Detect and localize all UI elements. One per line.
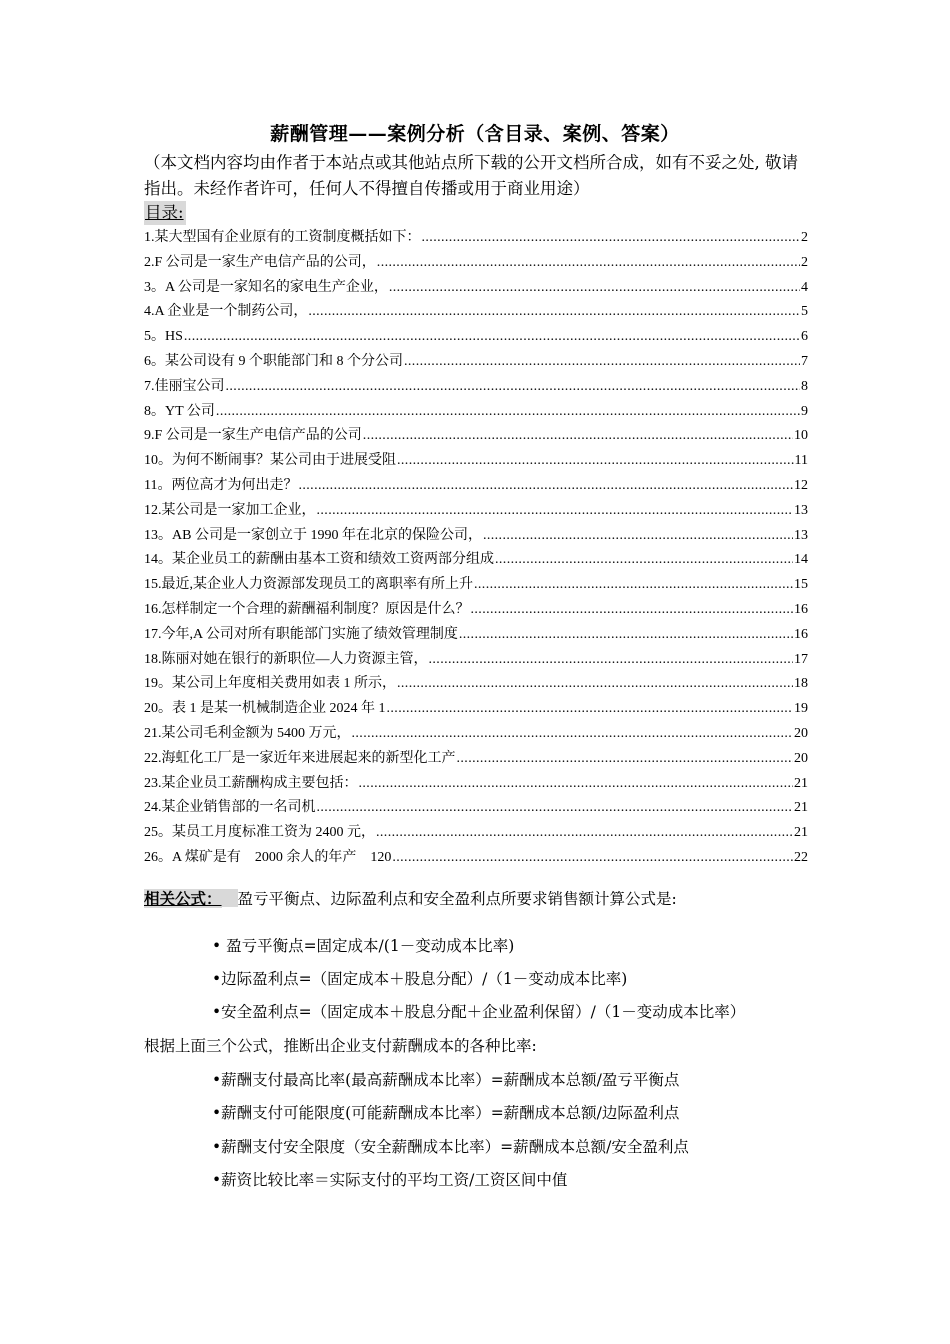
toc-leader-dots (317, 499, 794, 524)
toc-entry[interactable] (144, 573, 808, 598)
toc-entry-page: 21 (794, 825, 808, 841)
formula-label-gap (222, 889, 238, 907)
toc-entry[interactable] (144, 350, 808, 375)
toc-entry[interactable] (144, 400, 808, 425)
toc-entry[interactable] (144, 821, 808, 846)
toc-leader-dots (377, 251, 800, 276)
toc-leader-dots (389, 276, 800, 301)
toc-entry-title: 5。HS (144, 329, 183, 345)
formula-safe-profit: •安全盈利点=（固定成本＋股息分配＋企业盈利保留）/（1－变动成本比率） (212, 1003, 746, 1021)
toc-heading: 目录: (144, 201, 186, 225)
toc-entry-page: 2 (801, 254, 808, 270)
toc-entry-title: 23.某企业员工薪酬构成主要包括： (144, 775, 358, 791)
toc-entry[interactable] (144, 672, 808, 697)
toc-entry-title: 14。某企业员工的薪酬由基本工资和绩效工资两部分组成 (144, 552, 494, 568)
toc-entry-page: 17 (794, 651, 808, 667)
toc-entry[interactable] (144, 747, 808, 772)
toc-entry-page: 7 (801, 353, 808, 369)
toc-entry-title: 25。某员工月度标准工资为 2400 元， (144, 825, 375, 841)
toc-leader-dots (422, 226, 801, 251)
toc-entry-title: 8。YT 公司 (144, 403, 215, 419)
toc-entry-title: 26。A 煤矿是有 2000 余人的年产 120 (144, 849, 392, 865)
toc-entry-page: 2 (801, 230, 808, 245)
toc-entry-page: 20 (794, 750, 808, 766)
toc-entry-title: 19。某公司上年度相关费用如表 1 所示， (144, 676, 396, 692)
toc-entry-page: 16 (794, 626, 808, 642)
toc-entry-page: 21 (794, 800, 808, 816)
toc-entry-title: 13。AB 公司是一家创立于 1990 年在北京的保险公司， (144, 527, 482, 543)
toc-leader-dots (392, 846, 793, 871)
toc-entry-title: 11。两位高才为何出走？ (144, 477, 298, 493)
formula-marginal-profit: •边际盈利点=（固定成本＋股息分配）/（1－变动成本比率) (212, 970, 628, 988)
toc-entry-page: 4 (801, 279, 808, 295)
toc-leader-dots (471, 598, 794, 623)
toc-entry-title: 22.海虹化工厂是一家近年来进展起来的新型化工产 (144, 750, 456, 766)
toc-entry-title: 7.佳丽宝公司 (144, 378, 225, 394)
toc-leader-dots (359, 772, 794, 797)
toc-entry-page: 8 (801, 378, 808, 394)
toc-entry-title: 15.最近,某企业人力资源部发现员工的离职率有所上升 (144, 577, 473, 593)
table-of-contents (144, 226, 808, 871)
toc-entry-page: 9 (801, 403, 808, 419)
toc-leader-dots (317, 796, 794, 821)
toc-entry[interactable] (144, 375, 808, 400)
toc-entry[interactable] (144, 499, 808, 524)
toc-entry-title: 10。为何不断闹事？某公司由于进展受阻 (144, 453, 396, 469)
toc-entry[interactable] (144, 796, 808, 821)
toc-entry-title: 3。A 公司是一家知名的家电生产企业， (144, 279, 388, 295)
toc-entry[interactable] (144, 548, 808, 573)
toc-entry[interactable] (144, 846, 808, 871)
toc-entry[interactable] (144, 772, 808, 797)
toc-entry-title: 24.某企业销售部的一名司机 (144, 800, 316, 816)
toc-entry-page: 20 (794, 725, 808, 741)
toc-leader-dots (474, 573, 793, 598)
toc-entry-title: 20。表 1 是某一机械制造企业 2024 年 1 (144, 701, 386, 717)
toc-entry-page: 16 (794, 601, 808, 617)
toc-leader-dots (363, 424, 793, 449)
toc-entry[interactable] (144, 449, 808, 474)
toc-leader-dots (397, 449, 794, 474)
toc-entry-title: 4.A 企业是一个制药公司， (144, 304, 308, 320)
toc-leader-dots (457, 747, 794, 772)
formula-intro: 盈亏平衡点、边际盈利点和安全盈利点所要求销售额计算公式是: (237, 890, 677, 908)
toc-entry[interactable] (144, 648, 808, 673)
toc-entry-page: 13 (794, 527, 808, 543)
toc-entry[interactable] (144, 623, 808, 648)
toc-entry-page: 10 (794, 428, 808, 444)
formula-heading (144, 887, 677, 911)
toc-leader-dots (397, 672, 793, 697)
toc-leader-dots (495, 548, 793, 573)
toc-leader-dots (483, 524, 793, 549)
ratio-compa: •薪资比较比率＝实际支付的平均工资/工资区间中值 (212, 1171, 568, 1189)
copyright-notice: （本文档内容均由作者于本站点或其他站点所下载的公开文档所合成，如有不妥之处, 敬请指出。未经作者许可，任何人不得擅自传播或用于商业用途） (144, 153, 798, 198)
toc-leader-dots (429, 648, 794, 673)
toc-entry-title: 1.某大型国有企业原有的工资制度概括如下： (144, 230, 421, 245)
toc-entry-page: 14 (794, 552, 808, 568)
toc-entry[interactable] (144, 276, 808, 301)
toc-entry[interactable] (144, 251, 808, 276)
toc-entry-title: 9.F 公司是一家生产电信产品的公司 (144, 428, 362, 444)
toc-entry-title: 6。某公司设有 9 个职能部门和 8 个分公司 (144, 353, 403, 369)
toc-entry-page: 21 (794, 775, 808, 791)
toc-leader-dots (352, 722, 794, 747)
toc-entry-title: 12.某公司是一家加工企业， (144, 502, 316, 518)
ratio-possible: •薪酬支付可能限度(可能薪酬成本比率）=薪酬成本总额/边际盈利点 (212, 1104, 680, 1122)
formula-label: 相关公式： (144, 889, 222, 908)
toc-entry-page: 19 (794, 701, 808, 717)
toc-entry-title: 17.今年,A 公司对所有职能部门实施了绩效管理制度 (144, 626, 458, 642)
toc-entry-page: 6 (801, 329, 808, 345)
ratio-safe: •薪酬支付安全限度（安全薪酬成本比率）=薪酬成本总额/安全盈利点 (212, 1138, 689, 1156)
toc-leader-dots (387, 697, 794, 722)
toc-entry-page: 18 (794, 676, 808, 692)
toc-entry[interactable] (144, 474, 808, 499)
toc-leader-dots (308, 300, 800, 325)
toc-leader-dots (298, 474, 793, 499)
toc-entry[interactable] (144, 424, 808, 449)
toc-entry[interactable] (144, 697, 808, 722)
toc-entry[interactable] (144, 226, 808, 251)
toc-leader-dots (184, 325, 800, 350)
toc-leader-dots (404, 350, 800, 375)
toc-entry-title: 16.怎样制定一个合理的薪酬福利制度？原因是什么？ (144, 601, 470, 617)
toc-entry-page: 12 (794, 477, 808, 493)
toc-leader-dots (376, 821, 793, 846)
toc-leader-dots (226, 375, 801, 400)
toc-entry-page: 5 (801, 304, 808, 320)
toc-leader-dots (216, 400, 800, 425)
derive-paragraph: 根据上面三个公式，推断出企业支付薪酬成本的各种比率: (144, 1037, 537, 1055)
toc-entry-page: 11 (794, 453, 808, 469)
toc-entry-title: 18.陈丽对她在银行的新职位—人力资源主管， (144, 651, 428, 667)
toc-entry-page: 22 (794, 849, 808, 865)
toc-entry-page: 15 (794, 577, 808, 593)
formula-breakeven: • 盈亏平衡点=固定成本/(1－变动成本比率) (212, 937, 515, 955)
toc-entry-page: 13 (794, 502, 808, 518)
toc-entry[interactable] (144, 300, 808, 325)
toc-entry[interactable] (144, 722, 808, 747)
toc-leader-dots (459, 623, 793, 648)
toc-entry[interactable] (144, 524, 808, 549)
ratio-max: •薪酬支付最高比率(最高薪酬成本比率）=薪酬成本总额/盈亏平衡点 (212, 1071, 680, 1089)
toc-entry[interactable] (144, 598, 808, 623)
document-title: 薪酬管理——案例分析（含目录、案例、答案） (270, 123, 680, 145)
toc-entry[interactable] (144, 325, 808, 350)
toc-entry-title: 2.F 公司是一家生产电信产品的公司， (144, 254, 376, 270)
toc-entry-title: 21.某公司毛利金额为 5400 万元， (144, 725, 351, 741)
